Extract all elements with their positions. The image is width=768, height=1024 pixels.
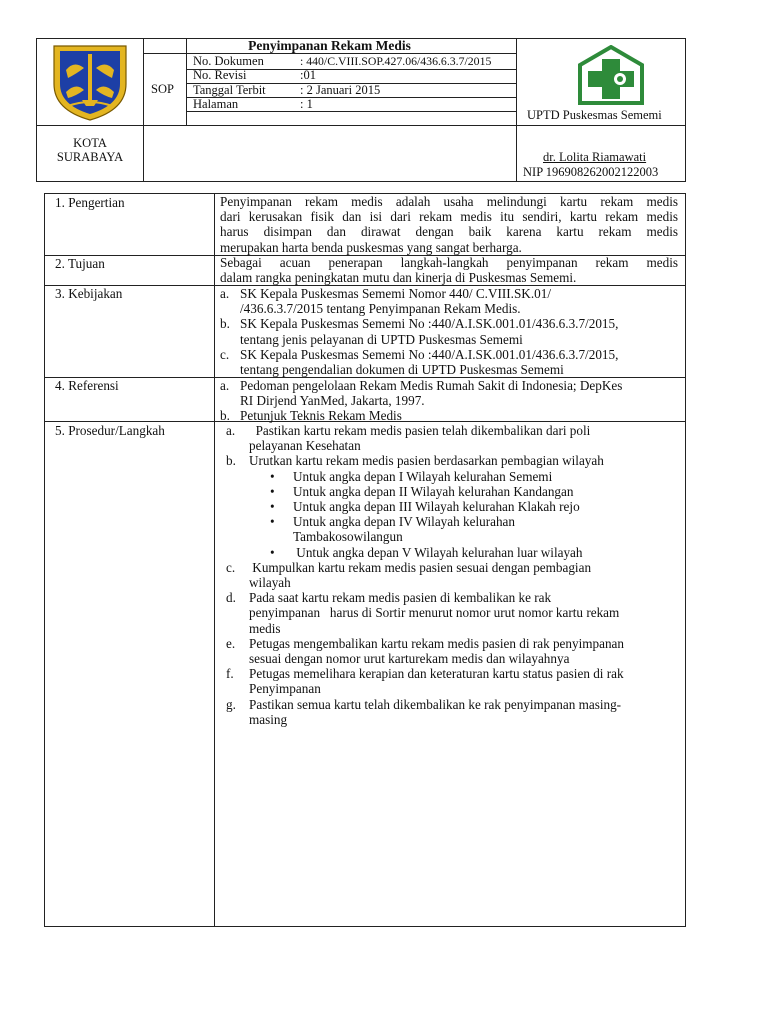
field-label-no-dokumen: No. Dokumen (193, 54, 264, 68)
text-line: Untuk angka depan II Wilayah kelurahan Kandangan (293, 483, 574, 499)
text-line: Untuk angka depan III Wilayah kelurahan Klakah rejo (293, 499, 580, 515)
text-line: sesuai dengan nomor urut karturekam medis dan wilayahnya (249, 651, 570, 667)
bullet-item (270, 499, 682, 514)
text-line: tentang jenis pelayanan di UPTD Puskesmas Sememi (240, 331, 523, 347)
section-label-tujuan: 2. Tujuan (55, 256, 105, 271)
bullet-icon: • (270, 499, 275, 515)
list-item (226, 590, 682, 636)
list-marker: e. (226, 635, 236, 651)
list-item (220, 286, 682, 316)
list-marker: a. (226, 423, 236, 438)
list-item (226, 636, 682, 666)
text-line: SK Kepala Puskesmas Sememi No :440/A.I.SK.001.01/436.6.3.7/2015, (240, 316, 619, 332)
section-label-referensi: 4. Referensi (55, 378, 119, 393)
prosedur-list (226, 423, 682, 727)
field-value-no-revisi: :01 (300, 68, 316, 82)
sop-label: SOP (151, 82, 174, 96)
list-marker: a. (220, 286, 230, 301)
list-marker: b. (220, 408, 230, 424)
facility-name: UPTD Puskesmas Sememi (527, 108, 662, 122)
text-line: Penyimpanan (249, 681, 321, 697)
text-line: harus disimpan dan dirawat dengan baik karena kartu rekam medis (220, 224, 678, 240)
text-line: Untuk angka depan I Wilayah kelurahan Sememi (293, 468, 553, 484)
document-title: Penyimpanan Rekam Medis (248, 38, 411, 53)
list-marker: f. (226, 666, 234, 682)
section-label-kebijakan: 3. Kebijakan (55, 286, 123, 301)
bullet-icon: • (270, 514, 275, 530)
field-value-no-dokumen: : 440/C.VIII.SOP.427.06/436.6.3.7/2015 (300, 54, 492, 68)
list-item (226, 697, 682, 727)
text-line: Urutkan kartu rekam medis pasien berdasarkan pembagian wilayah (249, 453, 604, 469)
org-name-line2: SURABAYA (56, 150, 124, 164)
text-line: Petugas memelihara kerapian dan keteraturan kartu status pasien di rak (249, 666, 624, 682)
list-marker: d. (226, 590, 236, 606)
text-line: tentang pengendalian dokumen di UPTD Puskesmas Sememi (240, 362, 564, 378)
text-line: Kumpulkan kartu rekam medis pasien sesuai dengan pembagian (249, 559, 592, 575)
pengertian-text (220, 194, 678, 255)
referensi-list (220, 378, 682, 424)
list-marker: a. (220, 378, 230, 393)
text-line: Pastikan semua kartu telah dikembalikan ke rak penyimpanan masing- (249, 696, 622, 712)
field-value-tanggal-terbit: : 2 Januari 2015 (300, 83, 381, 97)
text-line: SK Kepala Puskesmas Sememi Nomor 440/ C.VIII.SK.01/ (240, 286, 551, 301)
list-item (220, 347, 682, 377)
text-line: RI Dirjend YanMed, Jakarta, 1997. (240, 393, 425, 409)
text-line: /436.6.3.7/2015 tentang Penyimpanan Rekam Medis. (240, 301, 521, 317)
list-item (226, 453, 682, 468)
bullet-icon: • (270, 468, 275, 484)
bullet-item (270, 469, 682, 484)
text-line: Pada saat kartu rekam medis pasien di kembalikan ke rak (249, 590, 552, 606)
list-item (226, 560, 682, 590)
wilayah-bullet-list (226, 469, 682, 560)
text-line: Penyimpanan rekam medis adalah usaha melindungi kartu rekam medis (220, 194, 678, 209)
field-value-halaman: : 1 (300, 97, 313, 111)
text-line: Pastikan kartu rekam medis pasien telah dikembalikan dari poli (249, 423, 591, 438)
kebijakan-list (220, 286, 682, 377)
text-line: Petunjuk Teknis Rekam Medis (240, 408, 402, 424)
org-name-line1: KOTA (73, 136, 107, 150)
puskesmas-logo-icon (576, 45, 646, 105)
field-label-halaman: Halaman (193, 97, 239, 111)
list-item (220, 316, 682, 346)
list-marker: b. (226, 453, 236, 469)
text-line: penyimpanan harus di Sortir menurut nomor urut nomor kartu rekam (249, 605, 620, 621)
text-line: masing (249, 711, 288, 727)
list-item (220, 378, 682, 408)
text-line: Untuk angka depan IV Wilayah kelurahan (293, 514, 515, 530)
bullet-item (270, 484, 682, 499)
list-marker: c. (220, 346, 230, 362)
bullet-item (270, 545, 682, 560)
text-line: medis (249, 620, 281, 636)
text-line: Pedoman pengelolaan Rekam Medis Rumah Sakit di Indonesia; DepKes (240, 378, 623, 393)
tujuan-text (220, 255, 678, 285)
bullet-item (270, 514, 682, 544)
text-line: merupakan harta benda puskesmas yang sangat berharga. (220, 239, 522, 255)
text-line: wilayah (249, 575, 291, 591)
bullet-icon: • (270, 544, 275, 560)
city-crest-icon (48, 40, 132, 122)
text-line: pelayanan Kesehatan (249, 438, 361, 454)
field-label-tanggal-terbit: Tanggal Terbit (193, 83, 266, 97)
text-line: Petugas mengembalikan kartu rekam medis pasien di rak penyimpanan (249, 635, 625, 651)
field-label-no-revisi: No. Revisi (193, 68, 247, 82)
section-label-prosedur: 5. Prosedur/Langkah (55, 423, 165, 438)
list-item (220, 408, 682, 423)
text-line: Untuk angka depan V Wilayah kelurahan luar wilayah (293, 544, 583, 560)
signatory-nip: NIP 196908262002122003 (523, 165, 659, 179)
text-line: Tambakosowilangun (293, 529, 403, 545)
list-marker: b. (220, 316, 230, 332)
text-line: dalam rangka peningkatan mutu dan kinerja di Puskesmas Sememi. (220, 270, 577, 286)
section-label-pengertian: 1. Pengertian (55, 195, 125, 210)
signatory-name: dr. Lolita Riamawati (543, 150, 647, 164)
text-line: Sebagai acuan penerapan langkah-langkah penyimpanan rekam medis (220, 255, 678, 270)
list-item (226, 666, 682, 696)
list-item (226, 423, 682, 453)
text-line: dari kerusakan fisik dan isi dari rekam medis itu sendiri, kartu rekam medis (220, 209, 678, 225)
text-line: SK Kepala Puskesmas Sememi No :440/A.I.SK.001.01/436.6.3.7/2015, (240, 346, 619, 362)
bullet-icon: • (270, 483, 275, 499)
list-marker: c. (226, 559, 236, 575)
list-marker: g. (226, 696, 236, 712)
